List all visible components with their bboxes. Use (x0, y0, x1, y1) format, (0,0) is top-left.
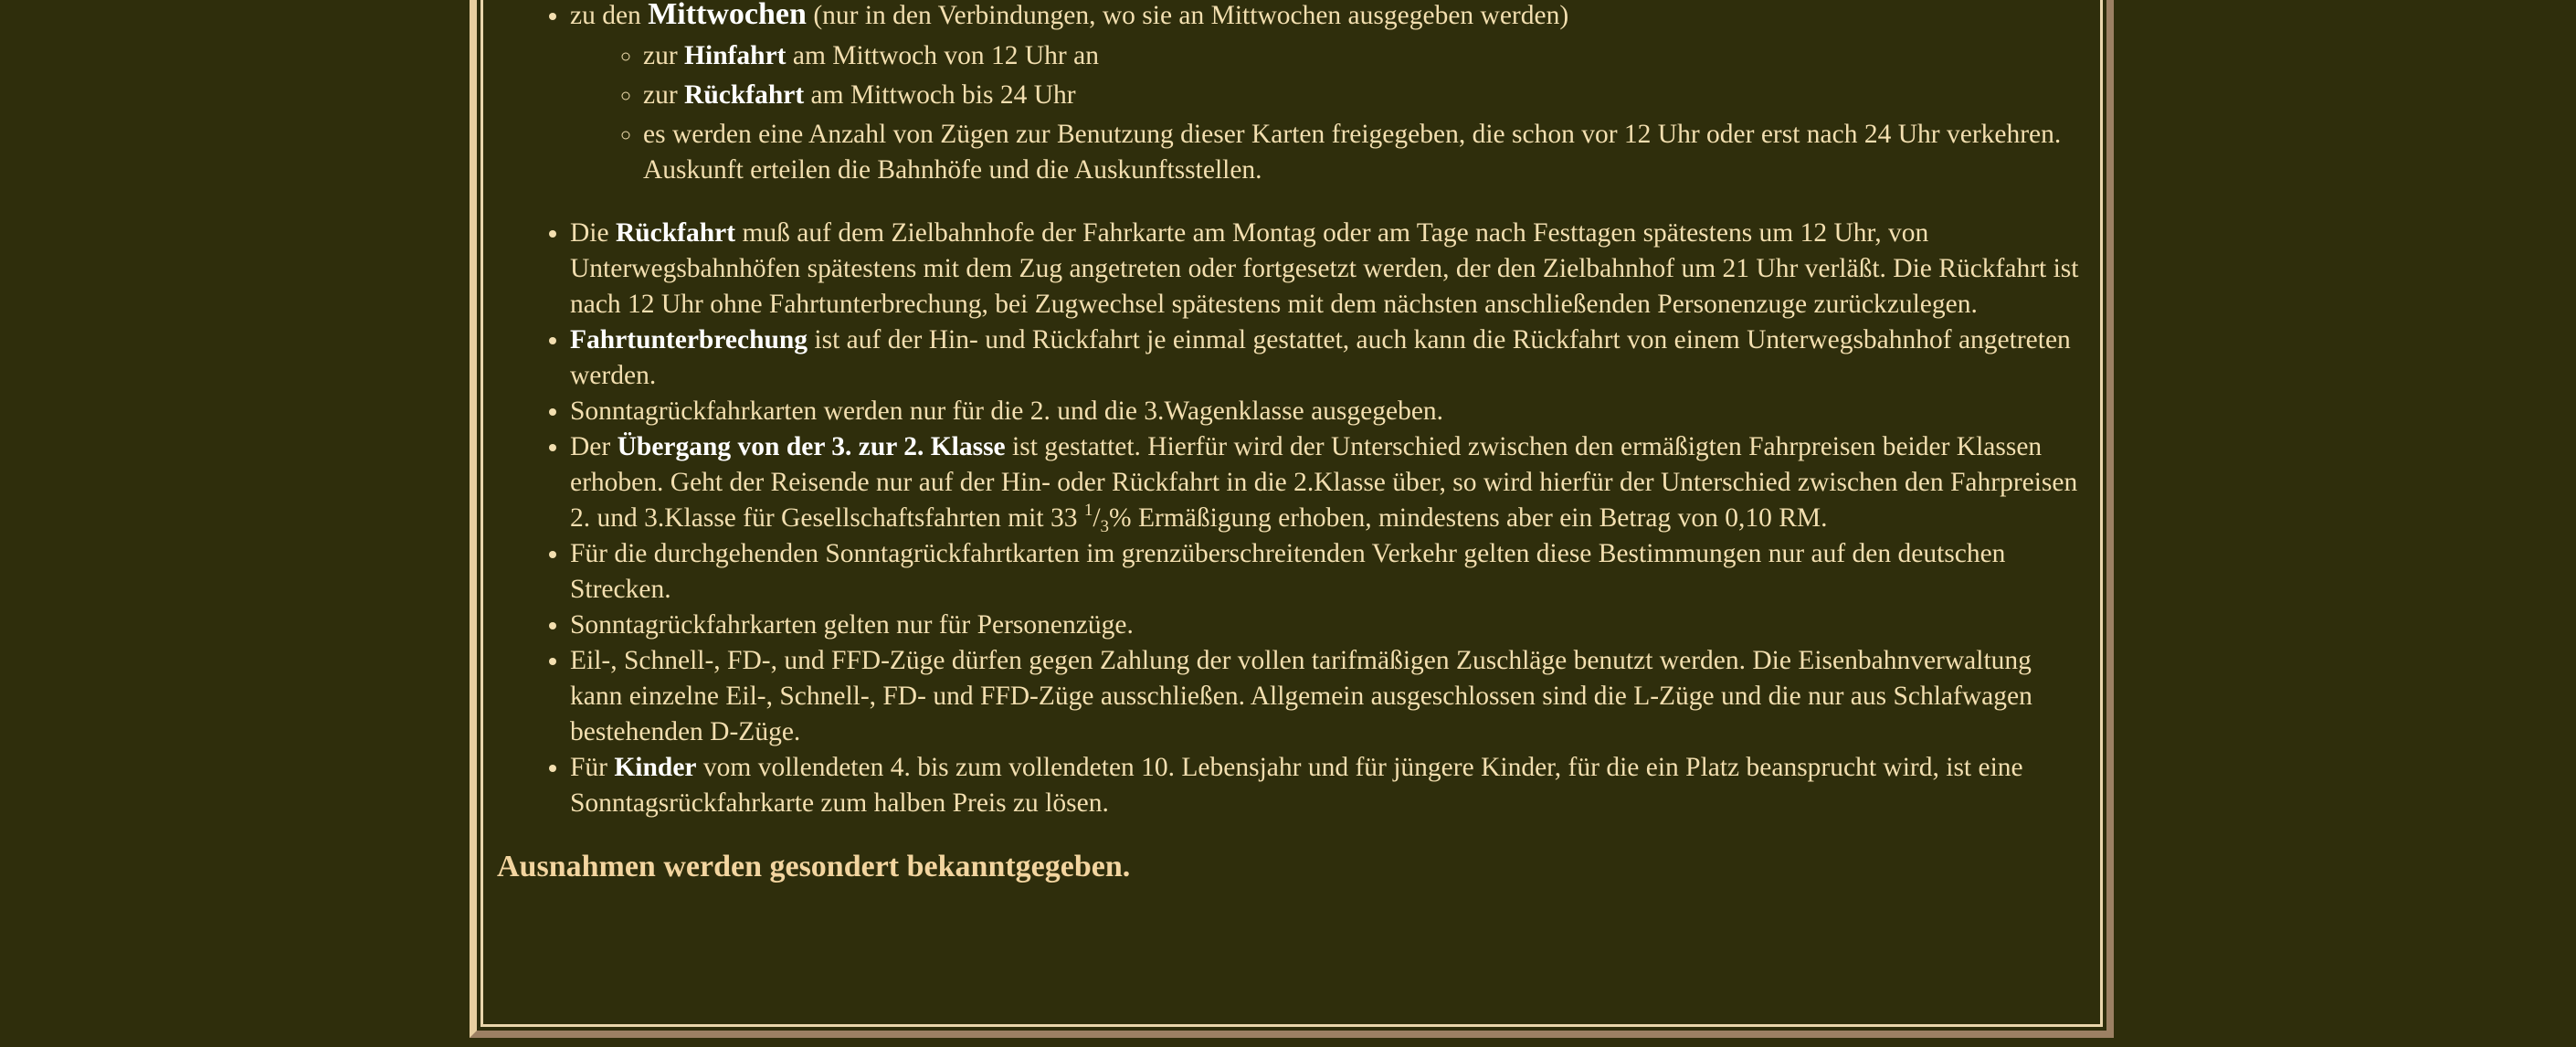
sub-item-zuege (643, 117, 2079, 188)
rule-uebergang: • Der Übergang von der 3. zur 2. Klasse ist gestattet. Hierfür wird der Unterschied zwischen den ermäßigten Fahrpreisen beider Klassen erhoben. Geht der Reisende nur auf der Hin- oder Rückfahrt in die 2.Klasse über, so wird hierfür der Unterschied zwischen den Fahrpreisen 2. und 3.Klasse für Gesellschaftsfahrten mit 33 $^1/_3\%$ Ermäßigung erhoben, mindestens aber ein Betrag von 0,10 RM. (570, 429, 2079, 536)
rule-zuschlaege (570, 643, 2079, 750)
rule-bold: Übergang von der 3. zur 2. Klasse (617, 432, 1006, 461)
rule-text: Eil-, Schnell-, FD-, und FFD-Züge dürfen gegen Zahlung der vollen tarifmäßigen Zuschläge benutzt werden. Die Eisenbahnverwaltung kann einzelne Eil-, Schnell-, FD- und FFD-Züge ausschließen. Allgemein ausgeschlossen sind die L-Züge und die nur aus Schlafwagen bestehenden D-Züge. (570, 646, 2032, 746)
rule-grenz (570, 536, 2079, 608)
rule-fahrtunterbrechung (570, 323, 2079, 394)
sub-text: zur (643, 80, 685, 110)
rule-text: % Ermäßigung erhoben, mindestens aber ein Betrag von 0,10 RM. (1109, 503, 1828, 533)
rule-text: vom vollendeten 4. bis zum vollendeten 10. Lebensjahr und für jüngere Kinder, für die ein Platz beansprucht wird, ist eine Sonntagsrückfahrkarte zum halben Preis zu lösen. (570, 753, 2023, 818)
rule-bold: Fahrtunterbrechung (570, 325, 808, 354)
sub-item-rueckfahrt (643, 78, 2079, 113)
sub-item-hinfahrt (643, 38, 2079, 74)
sub-text: am Mittwoch bis 24 Uhr (804, 80, 1076, 110)
fraction-numerator: 1 (1083, 501, 1093, 520)
rule-text: Für (570, 753, 615, 782)
mittwochen-sublist (570, 38, 2079, 188)
rule-rueckfahrt (570, 216, 2079, 323)
rule-text: (nur in den Verbindungen, wo sie an Mittwochen ausgegeben werden) (806, 1, 1569, 30)
rule-text: ist gestattet. Hierfür wird der Unterschied zwischen den ermäßigten Fahrpreisen beider Klassen erhoben. Geht der Reisende nur auf der Hin- oder Rückfahrt in die 2.Klasse über, so wird hierfür der Unterschied zwischen den Fahrpreisen 2. und 3.Klasse für Gesellschaftsfahrten mit 33 (570, 432, 2078, 533)
rule-bold: Kinder (614, 753, 697, 782)
rule-text: muß auf dem Zielbahnhofe der Fahrkarte am Montag oder am Tage nach Festtagen spätestens um 12 Uhr, von Unterwegsbahnhöfen spätestens mit dem Zug angetreten oder fortgesetzt werden, der den Zielbahnhof um 21 Uhr verläßt. Die Rückfahrt ist nach 12 Uhr ohne Fahrtunterbrechung, bei Zugwechsel spätestens mit dem nächsten anschließenden Personenzuge zurückzulegen. (570, 218, 2079, 319)
sub-text: am Mittwoch von 12 Uhr an (786, 41, 1099, 70)
rule-text: Die (570, 218, 616, 248)
rule-kinder (570, 750, 2079, 821)
footer-note: Ausnahmen werden gesondert bekanntgegeben. (497, 850, 1131, 883)
rule-text: Für die durchgehenden Sonntagrückfahrtkarten im grenzüberschreitenden Verkehr gelten diese Bestimmungen nur auf den deutschen Strecken. (570, 539, 2006, 604)
rule-text: zu den (570, 1, 649, 30)
sub-bold: Rückfahrt (684, 80, 805, 110)
rule-text: ist auf der Hin- und Rückfahrt je einmal gestattet, auch kann die Rückfahrt von einem Unterwegsbahnhof angetreten werden. (570, 325, 2071, 390)
rule-klassen (570, 394, 2079, 429)
list-spacer (570, 192, 2079, 216)
sub-bold: Hinfahrt (684, 41, 787, 70)
rule-text: Sonntagrückfahrkarten gelten nur für Personenzüge. (570, 610, 1134, 640)
rule-mittwochen (570, 0, 2079, 188)
rule-bold: Mittwochen (648, 0, 807, 31)
rule-bold: Rückfahrt (615, 218, 736, 248)
rule-text: Der (570, 432, 618, 461)
content-area (477, 0, 2106, 885)
rule-text: Sonntagrückfahrkarten werden nur für die 2. und die 3.Wagenklasse ausgegeben. (570, 397, 1444, 426)
sub-text: zur (643, 41, 685, 70)
rule-personenzuege (570, 608, 2079, 643)
fraction-denominator: 3 (1100, 517, 1110, 536)
rules-list (477, 0, 2106, 821)
sub-text: es werden eine Anzahl von Zügen zur Benutzung dieser Karten freigegeben, die schon vor 12 Uhr oder erst nach 24 Uhr verkehren. Auskunft erteilen die Bahnhöfe und die Auskunftsstellen. (643, 120, 2062, 185)
page-frame (470, 0, 2114, 1038)
